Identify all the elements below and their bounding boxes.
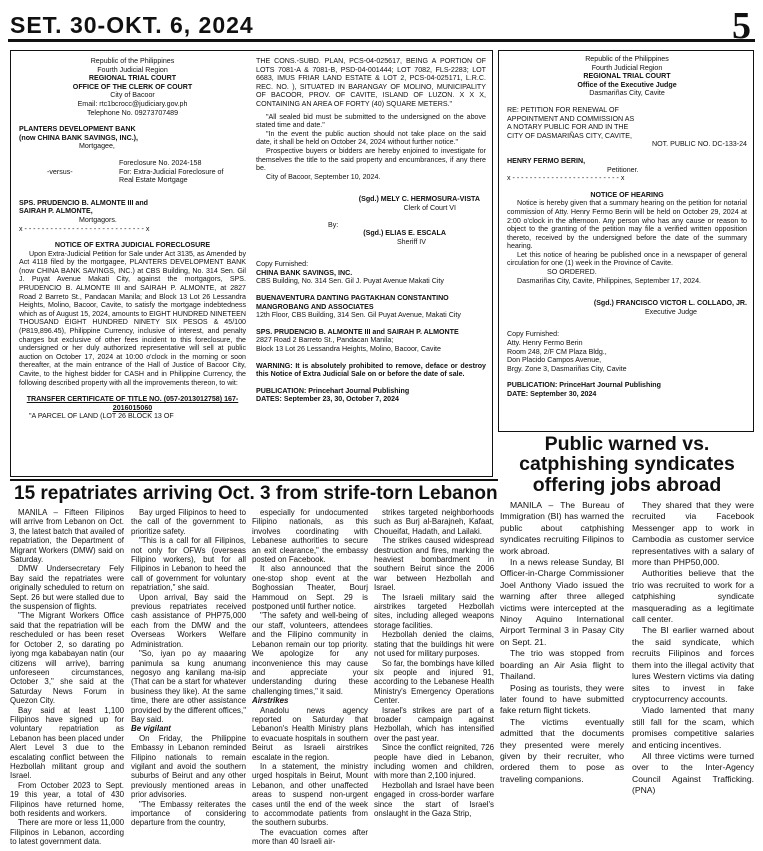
paragraph: "The Migrant Workers Office said that the repatriation will be rescheduled or has been reset for October 2, so darating po iyong mga kababayan natin (our citizens will arrive), barring unforeseen circumstances, October 3," she said at the Saturday News Forum in Quezon City. — [10, 611, 124, 706]
notice-line: Fourth Judicial Region — [97, 65, 168, 74]
notice-line: Real Estate Mortgage — [119, 176, 188, 185]
paragraph: strikes targeted neighborhoods such as Burj al-Barajneh, Kafaat, Choueifat, Hadath, and Lailaki. — [374, 508, 494, 536]
notice-body: City of Bacoor, September 10, 2024. — [266, 172, 381, 181]
publication-line: PUBLICATION: Princehart Journal Publishing — [256, 386, 410, 395]
paragraph: The evacuation comes after more than 40 Israeli air- — [252, 827, 368, 847]
property-description: THE CONS.-SUBD. PLAN, PCS-04-025617, BEING A PORTION OF LOTS 7081-A & 7081-B, PSD-04-001444; LOT 7082, FLS-2283; LOT 6683, IMUS FRIAR LAND ESTATE & LOT 2, PCS-04-025171, L.R.C. REC. NO. ), SITUATED IN BARANGAY OF MOLINO, MUNICIPALITY OF BACOOR, PROV. OF CAVITE, ISLAND OF LUZON. X X X, CONTAINING AN AREA OF FORTY (40) SQUARE METERS." — [256, 57, 486, 108]
paragraph: Authorities believe that the trio was recruited to work for a catphishing syndicate masquerading as a legitimate call center. — [632, 568, 754, 625]
catphishing-col-1 — [500, 500, 624, 848]
lebanon-headline: 15 repatriates arriving Oct. 3 from strife-torn Lebanon — [14, 483, 498, 504]
foreclosure-notice-col2 — [256, 57, 486, 473]
paragraph: Upon arrival, Bay said the previous repatriates received cash assistance of PHP75,000 each from the DMW and the Overseas Workers Welfare Administration. — [131, 592, 246, 649]
clerk-signature: (Sgd.) MELY C. HERMOSURA-VISTA — [358, 195, 480, 204]
notice-line: Don Placido Campos Avenue, — [507, 356, 602, 365]
paragraph: "The Embassy reiterates the importance of considering departure from the country, — [131, 799, 246, 828]
notice-line: CHINA BANK SAVINGS, INC. — [256, 268, 353, 277]
notice-email: Email: rtc1bcrocc@judiciary.gov.ph — [77, 99, 188, 108]
paragraph: Hezbollah denied the claims, stating that the buildings hit were not used for military purposes. — [374, 630, 494, 659]
paragraph: "So, iyan po ay maaaring panimula sa kung anumang negosyo ang kanilang ma-isip (That can be a start for whatever business they like). At the same time, there are other assistance provided by the different offices," Bay said. — [131, 649, 246, 724]
lebanon-col-1 — [10, 508, 124, 848]
publication-dates: DATES: September 23, 30, October 7, 2024 — [256, 395, 399, 404]
petitioner-name: HENRY FERMO BERIN, — [507, 156, 586, 165]
lebanon-col-4 — [374, 508, 494, 848]
notice-line: Republic of the Philippines — [90, 57, 175, 65]
paragraph: The BI earlier warned about the said syndicate, which recruits Filipinos and forces them into the illegal activity that lures Western victims via dating sites to invest in fake cryptocurrency accounts. — [632, 625, 754, 704]
paragraph: They shared that they were recruited via Facebook Messenger app to work in Cambodia as customer service representatives with a salary of more than PHP50,000. — [632, 500, 754, 568]
page-header — [8, 5, 755, 47]
notice-line: Room 248, 2/F CM Plaza Bldg., — [507, 347, 607, 356]
subhead: Airstrikes — [252, 696, 289, 706]
notice-body: Prospective buyers or bidders are hereby enjoined to investigate for themselves the title to the said property and encumbrances, if any there be. — [256, 146, 486, 173]
notice-line: Copy Furnished: — [256, 260, 309, 269]
paragraph: Bay said at least 1,100 Filipinos have signed up for voluntary repatriation as Lebanon has been placed under Alert Level 3 due to the escalating conflict between the Hezbollah militant group and Israel. — [10, 705, 124, 781]
paragraph: All three victims were turned over to the Inter-Agency Council Against Trafficking. (PNA) — [632, 750, 754, 796]
notice-title: NOTICE OF EXTRA JUDICIAL FORECLOSURE — [54, 241, 211, 250]
notice-line: Copy Furnished: — [507, 330, 560, 339]
hearing-notice-body — [507, 55, 747, 427]
catphishing-col-2 — [632, 500, 754, 848]
notice-line: BUENAVENTURA DANTING PAGTAKHAN CONSTANTINO MANGROBANG AND ASSOCIATES — [256, 294, 449, 311]
notice-line: REGIONAL TRIAL COURT — [88, 74, 177, 83]
notice-body: Notice is hereby given that a summary hearing on the petition for notarial commission of Atty. Henry Fermo Berin will be held on October 29, 2024 at 2:00 o'clock in the afternoon. Any person who has any cause or reason to object to the granting of the petition may file a verified written opposition thereto, received by the undersigned before the date of the summary hearing. — [507, 199, 747, 251]
paragraph: On Friday, the Philippine Embassy in Lebanon reminded Filipino nationals to remain vigilant and avoid the southern suburbs of Beirut and any other previously mentioned areas in prior advisories. — [131, 733, 246, 800]
notice-line: Mortgagors. — [79, 215, 117, 224]
notice-line: Telephone No. 09273707489 — [86, 108, 179, 117]
notary-number: NOT. PUBLIC NO. DC-133-24 — [651, 140, 747, 149]
subhead: Be vigilant — [131, 724, 171, 734]
notice-line: Executive Judge — [644, 307, 697, 316]
notice-body: Let this notice of hearing be published once in a newspaper of general circulation for one (1) week in the Province of Cavite. — [507, 250, 747, 268]
notice-title: NOTICE OF HEARING — [590, 190, 664, 199]
publication-date: DATE: September 30, 2024 — [507, 390, 597, 398]
notice-line: Block 13 Lot 26 Lessandra Heights, Molino, Bacoor, Cavite — [256, 345, 441, 354]
notice-line: Sheriff IV — [396, 237, 426, 246]
judge-signature: (Sgd.) FRANCISCO VICTOR L. COLLADO, JR. — [593, 299, 747, 308]
notice-line: OFFICE OF THE CLERK OF COURT — [72, 82, 193, 91]
paragraph: "The safety and well-being of our staff, volunteers, attendees and the Filipino community in Lebanon remain our top priority. We apologize for any inconvenience this may cause and appreciate your understanding during these challenging times," it said. — [252, 611, 368, 696]
notice-line: Dasmariñas City, Cavite, Philippines, September 17, 2024. — [517, 276, 702, 285]
warning-text: WARNING: It is absolutely prohibited to remove, deface or destroy this Notice of Extra Judicial Sale on or before the date of sale. — [256, 361, 486, 379]
paragraph: It also announced that the one-stop shop event at the Boghossian Theater, Bourj Hammoud on Sept. 29 is postponed until further notice. — [252, 564, 368, 612]
notice-line: Brgy. Zone 3, Dasmariñas City, Cavite — [507, 364, 627, 373]
catphishing-headline: Public warned vs. catphishing syndicates offering jobs abroad — [519, 433, 735, 496]
paragraph: Posing as tourists, they were later found to have submitted fake return flight tickets. — [500, 682, 624, 716]
notice-body: "A PARCEL OF LAND (LOT 26 BLOCK 13 OF — [29, 412, 174, 421]
paragraph: In a statement, the ministry urged hospitals in Beirut, Mount Lebanon, and other unaffected areas to suspend non-urgent cases until the end of the week to accommodate patients from the southern suburbs. — [252, 761, 368, 828]
paragraph: There are more or less 11,000 Filipinos in Lebanon, according to latest government data. — [10, 818, 124, 847]
paragraph: So far, the bombings have killed six people and injured 91, according to the Lebanese Health Ministry's Emergency Operations Center. — [374, 658, 494, 706]
issue-date: SET. 30-OKT. 6, 2024 — [10, 12, 254, 38]
paragraph: The trio was stopped from boarding an Air Asia flight to Thailand. — [500, 648, 624, 682]
paragraph: Viado lamented that many still fall for the scam, which promises competitive salaries and enticing incentives. — [632, 705, 754, 750]
notice-line: Clerk of Court VI — [403, 203, 456, 212]
notice-line: REGIONAL TRIAL COURT — [583, 72, 671, 81]
publication-line: PUBLICATION: PrinceHart Journal Publishing — [507, 381, 661, 390]
notice-line: Office of the Executive Judge — [577, 80, 677, 89]
notice-line: Republic of the Philippines — [585, 55, 669, 63]
notice-line: CBS Building, No. 314 Sen. Gil J. Puyat Avenue Makati City — [256, 277, 444, 286]
lebanon-col-3 — [252, 508, 368, 848]
notice-line: Mortgagee, — [79, 142, 115, 151]
foreclosure-notice-col1 — [19, 57, 246, 473]
mortgagors-name-2: SAIRAH P. ALMONTE, — [19, 207, 93, 216]
paragraph: From October 2023 to Sept. 19 this year, a total of 430 Filipinos have returned home, both residents and workers. — [10, 780, 124, 818]
notice-line: SPS. PRUDENCIO B. ALMONTE III and SAIRAH P. ALMONTE — [256, 327, 459, 336]
notice-line: Fourth Judicial Region — [591, 63, 663, 72]
notice-line: By: — [328, 220, 339, 229]
paragraph: "This is a call for all Filipinos, not only for OFWs (overseas Filipino workers), but for all Filipinos in Lebanon to heed the call of government for voluntary repatriation," she said. — [131, 536, 246, 593]
paragraph: The victims eventually admitted that the documents they presented were merely given by their recruiter, who ordered them to pose as traveling companions. — [500, 716, 624, 784]
notice-line: 12th Floor, CBS Building, 314 Sen. Gil Puyat Avenue, Makati City — [256, 311, 461, 320]
mortgagee-name-2: (now CHINA BANK SAVINGS, INC.), — [19, 133, 139, 142]
paragraph: The strikes caused widespread destruction and fires, marking the heaviest bombardment in southern Beirut since the 2006 war between Hezbollah and Israel. — [374, 536, 494, 593]
foreclosure-notice — [10, 50, 493, 477]
paragraph: MANILA – Fifteen Filipinos will arrive from Lebanon on Oct. 3, the latest batch that availed of repatriation, the Department of Migrant Workers (DMW) said on Saturday. — [10, 508, 124, 565]
mortgagee-name: PLANTERS DEVELOPMENT BANK — [19, 125, 136, 134]
paragraph: MANILA – The Bureau of Immigration (BI) has warned the public about catphishing syndicates recruiting Filipinos to work abroad. — [500, 500, 624, 556]
paragraph: especially for undocumented Filipino nationals, as this involves coordinating with Lebanese authorities to secure an exit clearance," the embassy posted on Facebook. — [252, 508, 368, 565]
paragraph: Israel's strikes are part of a broader campaign against Hezbollah, which has intensified over the past year. — [374, 705, 494, 743]
notice-body: "In the event the public auction should not take place on the said date, it shall be held on October 24, 2024 without further notice." — [256, 129, 486, 147]
paragraph: The Israeli military said the airstrikes targeted Hezbollah sites, including alleged weapons storage facilities. — [374, 592, 494, 630]
notice-line: Dasmariñas City, Cavite — [589, 89, 665, 98]
case-number: Foreclosure No. 2024-158 — [119, 158, 202, 167]
page-number: 5 — [732, 5, 751, 47]
title-number: TRANSFER CERTIFICATE OF TITLE NO. (057-2013012758) 167-2016015060 — [26, 395, 239, 412]
notice-line: Atty. Henry Fermo Berin — [507, 339, 583, 348]
notice-body: Upon Extra-Judicial Petition for Sale under Act 3135, as Amended by Act 4118 filed by the mortgagee, PLANTERS DEVELOPMENT BANK (now CHINA BANK SAVINGS, INC.) at CBS Building, No. 314 Sen. Gil J. Puyat Avenue Makati City, against the mortgagors, SPS. PRUDENCIO B. ALMONTE III and SAIRAH P. ALMONTE, at 2827 Road 2 Barreto St., Pandacan Manila; and Block 13 Lot 26 Lessandra Heights, Molino, Bacoor, Cavite, to satisfy the mortgage indebtedness which as of August 15, 2024, amounts to EIGHT HUNDRED NINETEEN THOUSAND EIGHT HUNDRED NINETY SIX PESOS & 45/100 (P819,896.45), Philippine Currency, inclusive of interest, and penalty charges but exclusive of other fees incident to this foreclosure, the undersigned or her duly authorized representative will sell at public auction on October 17, 2024 at 10:00 o'clock in the morning or soon thereafter, at the main entrance of the Hall of Justice of Bacoor City, Cavite, to the highest bidder for CASH and in Philippine Currency, the following described property with all the improvements thereon, to wit: — [19, 249, 246, 387]
paragraph: Anadolu news agency reported on Saturday that Lebanon's Health Ministry plans to evacuate hospitals in southern Beirut as Israeli airstrikes escalate in the region. — [252, 705, 368, 762]
mortgagors-name: SPS. PRUDENCIO B. ALMONTE III and — [19, 198, 149, 207]
paragraph: In a news release Sunday, BI Officer-in-Charge Commissioner Joel Anthony Viado issued the warning after three alleged victims were intercepted at the Ninoy Aquino International Airport Terminal 3 in Pasay City on Sept. 21. — [500, 557, 624, 647]
paragraph: Bay urged Filipinos to heed to the call of the government to prioritize safety. — [131, 508, 246, 536]
separator-line: x - - - - - - - - - - - - - - - - - - - - - - - - - - - - x — [19, 224, 150, 233]
paragraph: Hezbollah and Israel have been engaged in cross-border warfare since the start of Israel's onslaught in the Gaza Strip, — [374, 780, 494, 818]
notice-line: For: Extra-Judicial Foreclosure of — [119, 167, 224, 176]
sheriff-signature: (Sgd.) ELIAS E. ESCALA — [363, 229, 446, 238]
separator-line: x - - - - - - - - - - - - - - - - - - - - - - - - - x — [507, 174, 625, 183]
petition-title: RE: PETITION FOR RENEWAL OF APPOINTMENT AND COMMISSION AS A NOTARY PUBLIC FOR AND IN THE CITY OF DASMARIÑAS CITY, CAVITE, — [507, 105, 635, 140]
notice-line: Petitioner. — [607, 165, 639, 174]
notice-line: City of Bacoor — [110, 91, 155, 100]
hearing-notice — [498, 50, 754, 432]
paragraph: DMW Undersecretary Fely Bay said the repatriates were originally scheduled to return on Sept. 26 but were stalled due to the suspension of flights. — [10, 564, 124, 612]
notice-body: "All sealed bid must be submitted to the undersigned on the above stated time and date." — [256, 112, 486, 130]
lebanon-col-2 — [131, 508, 246, 848]
notice-line: 2827 Road 2 Barreto St., Pandacan Manila; — [256, 336, 394, 345]
paragraph: Since the conflict reignited, 726 people have died in Lebanon, including women and children, with more than 2,100 injured. — [374, 743, 494, 781]
divider — [10, 479, 498, 481]
notice-line: SO ORDERED. — [547, 268, 597, 277]
versus-label: -versus- — [47, 167, 73, 176]
